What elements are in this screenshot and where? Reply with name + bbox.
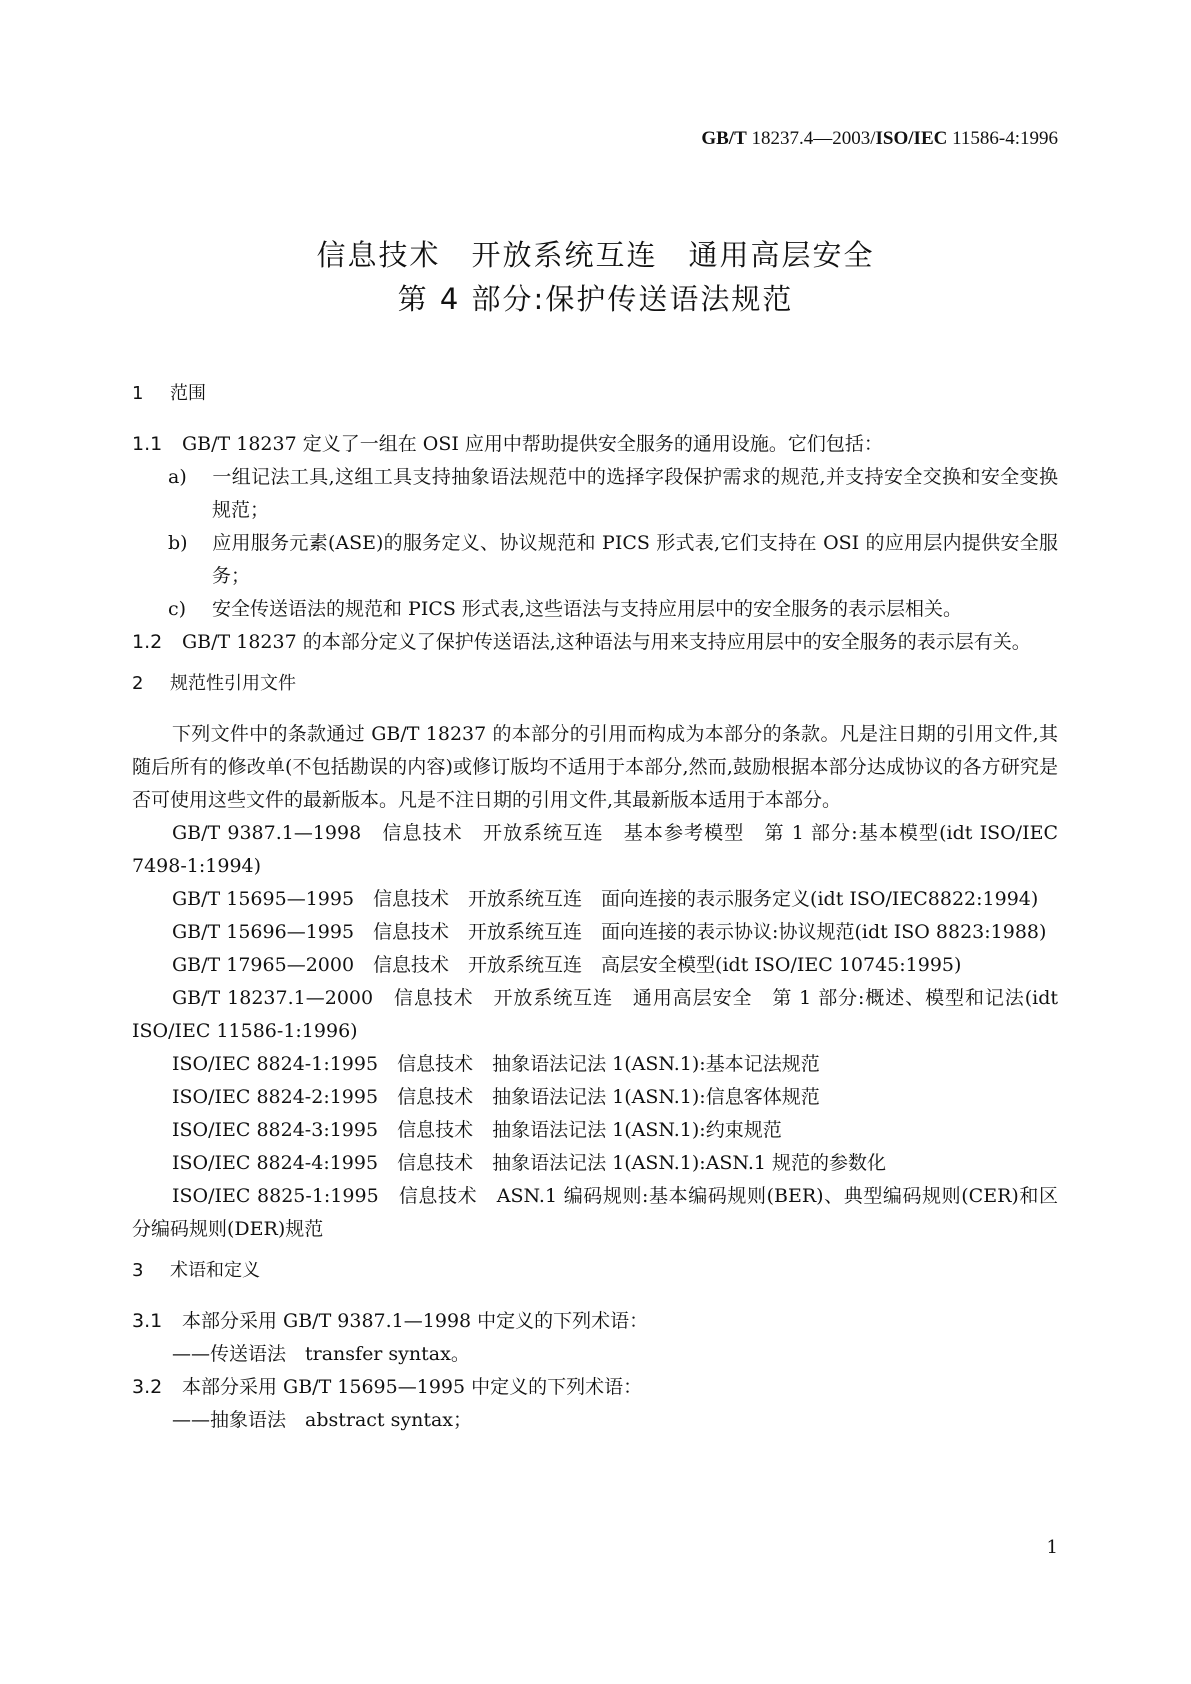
list-label: a) [168,466,187,488]
document-title-line2: 第 4 部分:保护传送语法规范 [397,282,794,316]
section-3-heading [132,1254,1058,1287]
list-label: b) [168,532,188,554]
clause-3-2 [132,1371,1058,1404]
document-title-line1: 信息技术 开放系统互连 通用高层安全 [316,238,875,272]
section-title: 范围 [170,383,206,404]
standard-number-header [701,128,1058,150]
clause-1-2 [132,626,1058,659]
document-body [132,377,1058,1437]
reference-item: GB/T 17965—2000 信息技术 开放系统互连 高层安全模型(idt ISO/IEC 10745:1995) [172,954,962,976]
reference-item: ISO/IEC 8824-2:1995 信息技术 抽象语法记法 1(ASN.1):信息客体规范 [172,1086,820,1108]
list-item-b [132,527,1058,593]
reference-item: ISO/IEC 8824-3:1995 信息技术 抽象语法记法 1(ASN.1):约束规范 [172,1119,782,1141]
term-item: ——抽象语法 abstract syntax； [172,1409,473,1431]
section-2-intro: 下列文件中的条款通过 GB/T 18237 的本部分的引用而构成为本部分的条款。凡是注日期的引用文件,其随后所有的修改单(不包括勘误的内容)或修订版均不适用于本部分,然而,鼓励根据本部分达成协议的各方研究是否可使用这些文件的最新版本。凡是不注日期的引用文件,其最新版本适用于本部分。 [132,723,1058,811]
term-item: ——传送语法 transfer syntax。 [172,1343,470,1365]
clause-1-1 [132,428,1058,461]
clause-text: GB/T 18237 的本部分定义了保护传送语法,这种语法与用来支持应用层中的安全服务的表示层有关。 [182,631,1031,653]
section-number: 2 [132,673,144,694]
clause-number: 1.2 [132,631,163,653]
reference-item: GB/T 15696—1995 信息技术 开放系统互连 面向连接的表示协议:协议规范(idt ISO 8823:1988) [172,921,1047,943]
clause-text: 本部分采用 GB/T 15695—1995 中定义的下列术语： [182,1376,643,1398]
section-number: 1 [132,383,144,404]
clause-number: 3.1 [132,1310,163,1332]
page-number: 1 [1046,1537,1058,1558]
list-text: 安全传送语法的规范和 PICS 形式表,这些语法与支持应用层中的安全服务的表示层相关。 [212,598,962,620]
clause-text: 本部分采用 GB/T 9387.1—1998 中定义的下列术语： [182,1310,649,1332]
iso-number: 11586-4:1996 [952,128,1058,149]
reference-item: ISO/IEC 8825-1:1995 信息技术 ASN.1 编码规则:基本编码规则(BER)、典型编码规则(CER)和区分编码规则(DER)规范 [132,1185,1058,1240]
list-text: 一组记法工具,这组工具支持抽象语法规范中的选择字段保护需求的规范,并支持安全交换和安全变换规范； [212,466,1058,521]
reference-item: GB/T 15695—1995 信息技术 开放系统互连 面向连接的表示服务定义(idt ISO/IEC8822:1994) [172,888,1039,910]
section-number: 3 [132,1260,144,1281]
reference-item: GB/T 9387.1—1998 信息技术 开放系统互连 基本参考模型 第 1 部分:基本模型(idt ISO/IEC 7498-1:1994) [132,822,1058,877]
clause-text: GB/T 18237 定义了一组在 OSI 应用中帮助提供安全服务的通用设施。它们包括： [182,433,883,455]
section-title: 术语和定义 [170,1260,260,1281]
section-2-heading [132,667,1058,700]
list-label: c) [168,598,187,620]
clause-3-1 [132,1305,1058,1338]
std-number: 18237.4—2003/ [751,128,876,149]
section-1-heading [132,377,1058,410]
reference-item: GB/T 18237.1—2000 信息技术 开放系统互连 通用高层安全 第 1 部分:概述、模型和记法(idt ISO/IEC 11586-1:1996) [132,987,1058,1042]
iso-prefix: ISO/IEC [875,128,948,149]
reference-item: ISO/IEC 8824-4:1995 信息技术 抽象语法记法 1(ASN.1):ASN.1 规范的参数化 [172,1152,887,1174]
clause-number: 1.1 [132,433,163,455]
reference-item: ISO/IEC 8824-1:1995 信息技术 抽象语法记法 1(ASN.1):基本记法规范 [172,1053,820,1075]
clause-number: 3.2 [132,1376,163,1398]
std-prefix: GB/T [701,128,747,149]
list-item-c [132,593,1058,626]
list-text: 应用服务元素(ASE)的服务定义、协议规范和 PICS 形式表,它们支持在 OSI 的应用层内提供安全服务； [212,532,1058,587]
section-title: 规范性引用文件 [170,673,296,694]
list-item-a [132,461,1058,527]
